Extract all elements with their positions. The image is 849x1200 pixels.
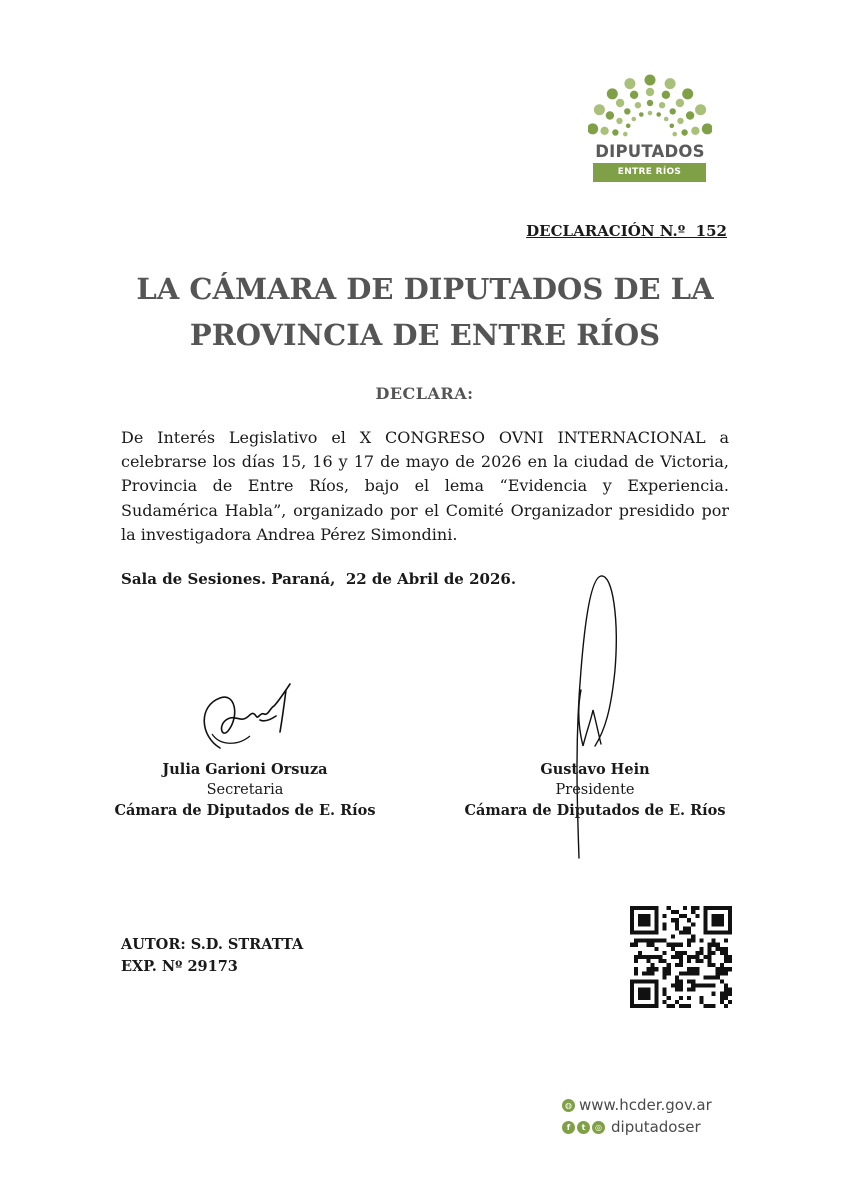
signer-org: Cámara de Diputados de E. Ríos [114,802,376,819]
signer-left [100,760,390,822]
website-link[interactable]: www.hcder.gov.ar [579,1096,712,1114]
author-block [121,934,303,978]
declaration-number: DECLARACIÓN N.º 152 [526,222,727,240]
logo-wordmark: DIPUTADOS [595,142,705,161]
logo-dots-graphic [588,70,712,142]
globe-icon: ◍ [562,1099,575,1112]
footer-social-row [562,1116,732,1138]
footer [562,1094,732,1138]
facebook-icon[interactable]: f [562,1121,575,1134]
signer-name: Gustavo Hein [540,761,650,778]
social-handle[interactable]: diputadoser [611,1118,701,1136]
declaration-body: De Interés Legislativo el X CONGRESO OVNI INTERNACIONAL a celebrarse los días 15, 16 y 17 de mayo de 2026 en la ciudad de Victoria, Provincia de Entre Ríos, bajo el lema “Evidencia y Experiencia. Sudamérica Habla”, organizado por el Comité Organizador presidido por la investigadora Andrea Pérez Simondini. [121,428,729,544]
signer-role: Secretaria [206,782,284,798]
footer-website-row [562,1094,732,1116]
expediente-line: EXP. Nº 29173 [121,958,238,975]
signer-org: Cámara de Diputados de E. Ríos [464,802,726,819]
document-title: LA CÁMARA DE DIPUTADOS DE LA PROVINCIA DE ENTRE RÍOS [136,272,714,352]
instagram-icon[interactable]: ◎ [592,1121,605,1134]
session-date-line: Sala de Sesiones. Paraná, 22 de Abril de 2026. [121,570,517,588]
signer-role: Presidente [555,782,635,798]
signer-name: Julia Garioni Orsuza [162,761,328,778]
logo-band: ENTRE RÍOS [593,163,706,182]
declara-heading: DECLARA: [375,384,474,403]
qr-code-graphic[interactable] [630,906,732,1008]
signature-left-graphic [190,676,310,756]
signer-right [450,760,740,822]
logo [588,70,712,186]
twitter-icon[interactable]: t [577,1121,590,1134]
author-line: AUTOR: S.D. STRATTA [121,936,304,953]
